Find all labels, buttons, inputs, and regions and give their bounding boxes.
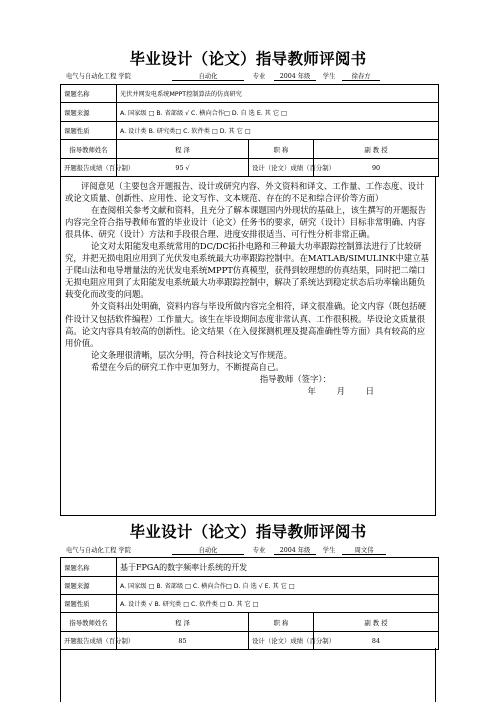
source-value: A. 国家级 □ B. 省部级 □ C. 横向合作□ D. 自 选 √ E. 其 它 □ bbox=[117, 577, 439, 595]
form2-table bbox=[60, 557, 439, 650]
form2-title: 毕业设计（论文）指导教师评阅书 bbox=[129, 523, 367, 541]
opinion-paragraph-4: 论文条理很清晰，层次分明，符合科技论文写作规范。 bbox=[91, 349, 292, 360]
review-opinion-box bbox=[60, 176, 436, 516]
teacher-name: 程 泽 bbox=[117, 140, 249, 159]
student-label: 学生 bbox=[322, 547, 336, 554]
proposal-score: 95 √ bbox=[117, 159, 249, 177]
source-label: 课题来源 bbox=[61, 577, 117, 595]
proposal-label: 开题报告成绩（百分制） bbox=[61, 159, 117, 177]
thesis-score: 90 bbox=[314, 159, 439, 177]
nature-label: 课题性质 bbox=[61, 595, 117, 613]
student-name: 周文伟 bbox=[342, 545, 386, 555]
topic-label: 课题名称 bbox=[61, 85, 117, 103]
signature-date bbox=[65, 385, 431, 397]
title-label: 职 称 bbox=[249, 140, 314, 159]
grade: 2004 年级 bbox=[274, 545, 316, 555]
major-label: 专业 bbox=[252, 547, 266, 554]
date-day: 日 bbox=[365, 385, 375, 396]
student-name: 徐春方 bbox=[342, 71, 380, 81]
thesis-score: 84 bbox=[314, 632, 439, 650]
form1-info-line bbox=[66, 71, 380, 81]
proposal-score: 85 bbox=[117, 632, 249, 650]
student-label: 学生 bbox=[322, 73, 336, 80]
opinion-paragraph-2: 论文对太阳能发电系统常用的DC/DC拓扑电路和三种最大功率跟踪控制算法进行了比较研究，并把无损电阻应用到了光伏发电系统最大功率跟踪控制中。在MATLAB/SIMULINK中建立基于爬山法和电导增量法的光伏发电系统MPPT仿真模型，获得到较理想的仿真结果，同时把二端口无损电阻应用到了太阳能发电系统最大功率跟踪控制中，解决了系统达到稳定状态后功率输出随负载变化而改变的问题。 bbox=[65, 241, 429, 300]
source-label: 课题来源 bbox=[61, 103, 117, 122]
major: 自动化 bbox=[172, 71, 244, 81]
opinion-paragraph-5: 希望在今后的研究工作中更加努力，不断提高自己。 bbox=[91, 361, 284, 372]
teacher-label: 指导教师姓名 bbox=[61, 613, 117, 632]
teacher-title: 副 教 授 bbox=[314, 613, 439, 632]
signature-label: 指导教师（签字）： bbox=[259, 373, 331, 384]
date-year: 年 bbox=[307, 385, 317, 396]
topic-value: 光伏并网发电系统MPPT控制算法的仿真研究 bbox=[117, 85, 439, 103]
topic-label: 课题名称 bbox=[61, 558, 117, 577]
opinion-paragraph-3: 外文资料出处明确，资料内容与毕设所做内容完全相符，译文很准确。论文内容（既包括硬件设计又包括软件编程）工作量大。该生在毕设期间态度非常认真、工作很积极。毕设论文质量很高。论文内容具有较高的创新性。论文结果（在入侵探测机理及提高准确性等方面）具有较高的应用价值。 bbox=[65, 301, 426, 348]
thesis-label: 设计（论文）成绩（百分制） bbox=[249, 159, 314, 177]
department: 电气与自动化工程 学院 bbox=[66, 547, 131, 554]
teacher-label: 指导教师姓名 bbox=[61, 140, 117, 159]
date-month: 月 bbox=[336, 385, 346, 396]
nature-value: A. 设计类 B. 研究类□ C. 软件类 □ D. 其 它 □ bbox=[117, 122, 439, 140]
opinion-paragraph-1: 在查阅相关参考文献和资料，且充分了解本课题国内外现状的基础上，该生撰写的开题报告内容完全符合指导教师布置的毕业设计（论文）任务书的要求，研究（设计）目标非常明确、内容很具体、研究（设计）方法和手段很合理、进度安排很适当、可行性分析非常正确。 bbox=[65, 205, 426, 240]
form2-opinion-box bbox=[60, 648, 436, 702]
teacher-title: 副 教 授 bbox=[314, 140, 439, 159]
grade: 2004 年级 bbox=[274, 71, 316, 81]
thesis-label: 设计（论文）成绩（百分制） bbox=[249, 632, 314, 650]
form1-table bbox=[60, 84, 439, 177]
source-value: A. 国家级 □ B. 省部级 √ C. 横向合作□ D. 自 选 E. 其 它 □ bbox=[117, 103, 439, 122]
major: 自动化 bbox=[172, 545, 244, 555]
proposal-label: 开题报告成绩（百分制） bbox=[61, 632, 117, 650]
form2-info-line bbox=[66, 545, 386, 555]
major-label: 专业 bbox=[252, 73, 266, 80]
teacher-name: 程 泽 bbox=[117, 613, 249, 632]
topic-value: 基于FPGA的数字频率计系统的开发 bbox=[117, 558, 439, 577]
title-label: 职 称 bbox=[249, 613, 314, 632]
department: 电气与自动化工程 学院 bbox=[66, 73, 131, 80]
form1-title: 毕业设计（论文）指导教师评阅书 bbox=[129, 50, 367, 68]
nature-label: 课题性质 bbox=[61, 122, 117, 140]
nature-value: A. 设计类 √ B. 研究类 □ C. 软件类 □ D. 其 它 □ bbox=[117, 595, 439, 613]
opinion-intro: 评阅意见（主要包含开题报告、设计或研究内容、外文资料和译文、工作量、工作态度、设计或论文质量、创新性、应用性、论文写作、文本规范、存在的不足和综合评价等方面） bbox=[65, 181, 425, 204]
